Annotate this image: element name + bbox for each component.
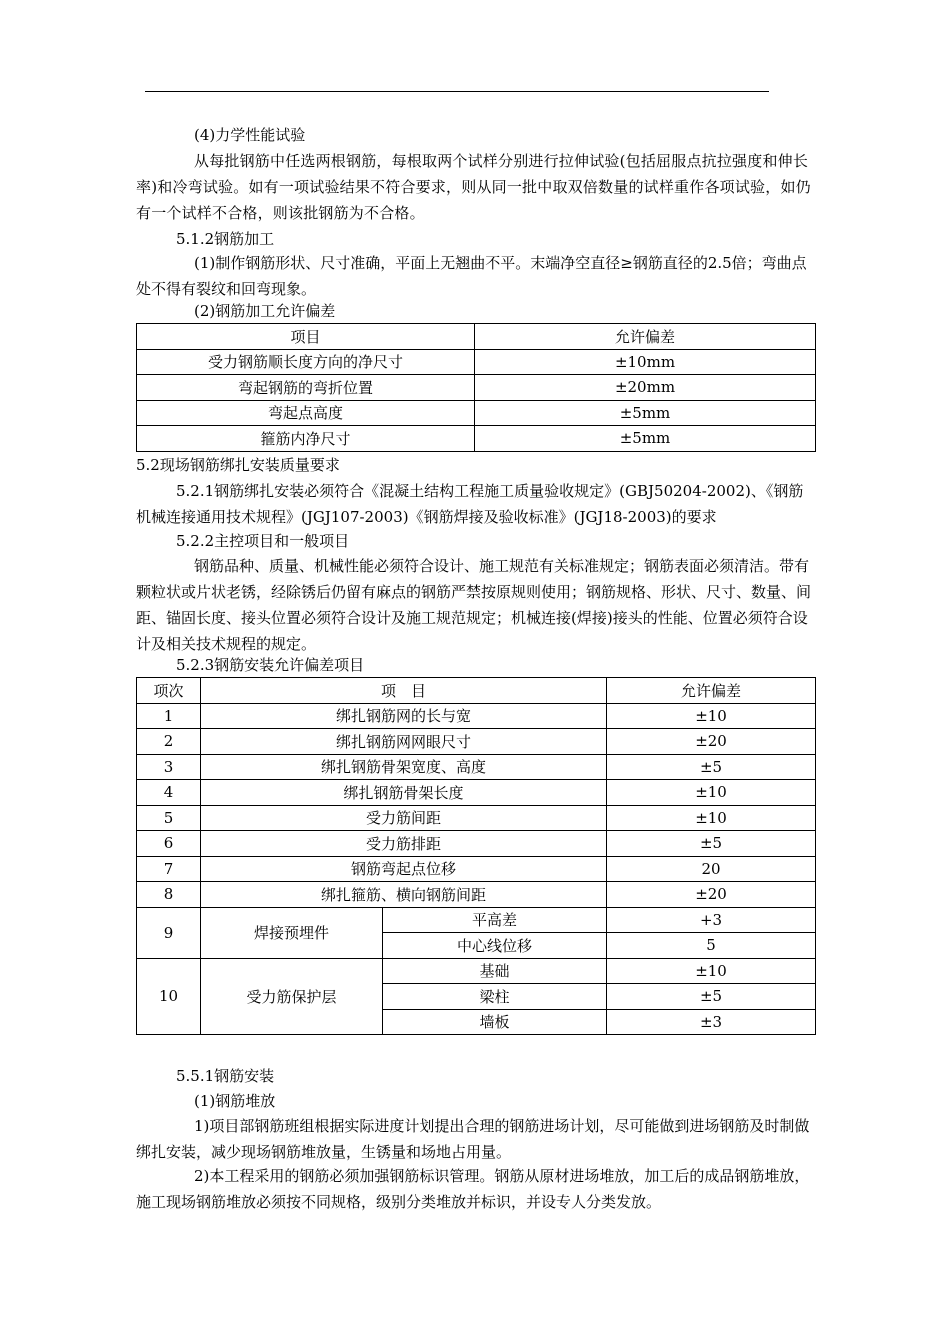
section-551-p1: 1)项目部钢筋班组根据实际进度计划提出合理的钢筋进场计划，尽可能做到进场钢筋及时制做绑扎安装，减少现场钢筋堆放量，生锈量和场地占用量。 — [136, 1117, 810, 1161]
header-rule — [145, 91, 769, 92]
table-row — [137, 426, 816, 452]
table-cell: 弯起点高度 — [137, 400, 475, 426]
table-cell: 梁柱 — [383, 984, 607, 1010]
table-cell: 绑扎箍筋、横向钢筋间距 — [201, 882, 607, 908]
table-cell: 1 — [137, 703, 201, 729]
table-cell: 受力筋间距 — [201, 805, 607, 831]
section-522-body: 钢筋品种、质量、机械性能必须符合设计、施工规范有关标准规定；钢筋表面必须清洁。带有颗粒状或片状老锈，经除锈后仍留有麻点的钢筋严禁按原规则使用；钢筋规格、形状、尺寸、数量、间距、锚固长度、接头位置必须符合设计及施工规范规定；机械连接(焊接)接头的性能、位置必须符合设计及相关技术规程的规定。 — [136, 557, 812, 653]
table-cell: 9 — [137, 907, 201, 958]
table-cell: 绑扎钢筋网的长与宽 — [201, 703, 607, 729]
table-row — [137, 831, 816, 857]
section-4-body: 从每批钢筋中任选两根钢筋，每根取两个试样分别进行拉伸试验(包括屈服点抗拉强度和伸长率)和冷弯试验。如有一项试验结果不符合要求，则从同一批中取双倍数量的试样重作各项试验，如仍有一个试样不合格，则该批钢筋为不合格。 — [136, 152, 811, 222]
table-cell: 墙板 — [383, 1009, 607, 1035]
table-cell: 钢筋弯起点位移 — [201, 856, 607, 882]
table-cell: 20 — [607, 856, 816, 882]
section-551-sub: (1)钢筋堆放 — [194, 1092, 276, 1110]
table-cell: ±5 — [607, 754, 816, 780]
table-row — [137, 907, 816, 933]
table-cell: 5 — [137, 805, 201, 831]
section-512-title: 5.1.2钢筋加工 — [176, 230, 275, 248]
table-cell: 3 — [137, 754, 201, 780]
table-cell: 4 — [137, 780, 201, 806]
table-cell: 箍筋内净尺寸 — [137, 426, 475, 452]
table-header-row — [137, 678, 816, 704]
table-row — [137, 805, 816, 831]
table-cell: 受力筋保护层 — [201, 958, 383, 1035]
section-551-p2: 2)本工程采用的钢筋必须加强钢筋标识管理。钢筋从原材进场堆放，加工后的成品钢筋堆放，施工现场钢筋堆放必须按不同规格，级别分类堆放并标识，并设专人分类发放。 — [136, 1167, 810, 1211]
table-cell: ±3 — [607, 1009, 816, 1035]
table-cell: 6 — [137, 831, 201, 857]
table-row — [137, 754, 816, 780]
table-cell: ±10mm — [475, 349, 816, 375]
table-cell: 中心线位移 — [383, 933, 607, 959]
table-cell: 10 — [137, 958, 201, 1035]
table-cell: ±10 — [607, 805, 816, 831]
table-row — [137, 703, 816, 729]
table-cell: ±10 — [607, 780, 816, 806]
table-header-cell: 项次 — [137, 678, 201, 704]
processing-tolerance-table — [136, 323, 816, 452]
section-522-title: 5.2.2主控项目和一般项目 — [176, 532, 350, 550]
table-cell: 7 — [137, 856, 201, 882]
table-cell: 受力筋排距 — [201, 831, 607, 857]
table-cell: 受力钢筋顺长度方向的净尺寸 — [137, 349, 475, 375]
table-cell: 2 — [137, 729, 201, 755]
table-header-cell: 允许偏差 — [475, 324, 816, 350]
table-cell: +3 — [607, 907, 816, 933]
table-header-row — [137, 324, 816, 350]
table-cell: ±5 — [607, 831, 816, 857]
table-row — [137, 729, 816, 755]
table-row — [137, 958, 816, 984]
installation-tolerance-table — [136, 677, 816, 1035]
table-row — [137, 856, 816, 882]
section-4-title: (4)力学性能试验 — [194, 126, 306, 144]
table-row — [137, 780, 816, 806]
table-cell: 绑扎钢筋网网眼尺寸 — [201, 729, 607, 755]
table-cell: 平高差 — [383, 907, 607, 933]
section-52-title: 5.2现场钢筋绑扎安装质量要求 — [136, 456, 340, 474]
table-row — [137, 882, 816, 908]
section-551-title: 5.5.1钢筋安装 — [176, 1067, 275, 1085]
section-512-p2: (2)钢筋加工允许偏差 — [194, 302, 336, 320]
table-cell: ±5 — [607, 984, 816, 1010]
table-cell: 焊接预埋件 — [201, 907, 383, 958]
table-header-cell: 允许偏差 — [607, 678, 816, 704]
table-cell: ±20mm — [475, 375, 816, 401]
table-cell: ±10 — [607, 958, 816, 984]
table-cell: ±10 — [607, 703, 816, 729]
table-cell: 基础 — [383, 958, 607, 984]
table-cell: 弯起钢筋的弯折位置 — [137, 375, 475, 401]
table-cell: 绑扎钢筋骨架长度 — [201, 780, 607, 806]
table-row — [137, 400, 816, 426]
table-cell: ±20 — [607, 729, 816, 755]
table-cell: ±5mm — [475, 400, 816, 426]
table-cell: ±5mm — [475, 426, 816, 452]
table-cell: ±20 — [607, 882, 816, 908]
section-521-body: 5.2.1钢筋绑扎安装必须符合《混凝土结构工程施工质量验收规定》(GBJ50204-2002)、《钢筋机械连接通用技术规程》(JGJ107-2003)《钢筋焊接及验收标准》(JGJ18-2003)的要求 — [136, 482, 804, 526]
table-cell: 8 — [137, 882, 201, 908]
section-512-p1: (1)制作钢筋形状、尺寸准确，平面上无翘曲不平。末端净空直径≥钢筋直径的2.5倍；弯曲点处不得有裂纹和回弯现象。 — [136, 254, 807, 298]
table-header-cell: 项目 — [137, 324, 475, 350]
table-header-cell: 项 目 — [201, 678, 607, 704]
table-cell: 5 — [607, 933, 816, 959]
section-523-title: 5.2.3钢筋安装允许偏差项目 — [176, 656, 365, 674]
table-cell: 绑扎钢筋骨架宽度、高度 — [201, 754, 607, 780]
table-row — [137, 349, 816, 375]
table-row — [137, 375, 816, 401]
